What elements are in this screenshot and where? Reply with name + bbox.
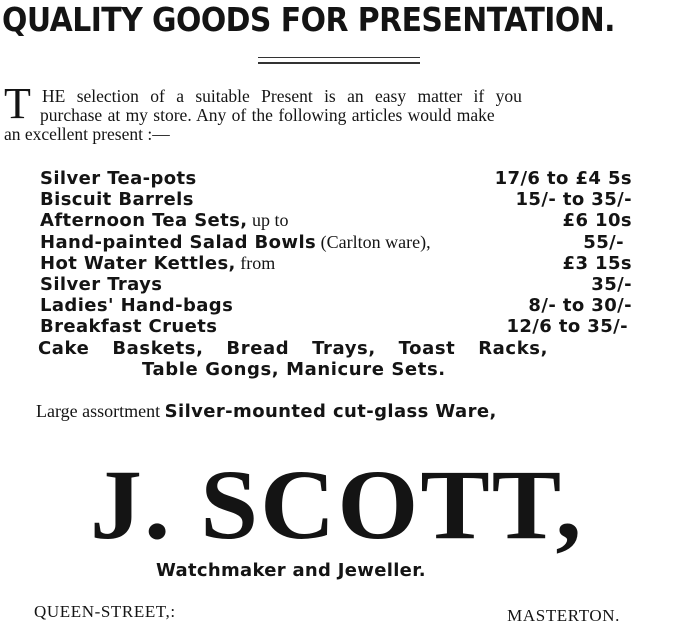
intro-line-1: HE selection of a suitable Present is an easy matter if you — [42, 86, 522, 106]
price-list-item — [40, 253, 632, 274]
price-list-item — [40, 189, 632, 210]
drop-cap: T — [4, 79, 31, 128]
ornamental-rule-bottom — [258, 62, 420, 64]
assortment-bold: Silver-mounted cut-glass Ware, — [164, 401, 497, 422]
item-note: (Carlton ware), — [316, 232, 431, 252]
shop-street: QUEEN-STREET,: — [34, 602, 176, 621]
price-list-item — [40, 210, 632, 231]
item-price: 17/6 to £4 5s — [494, 168, 632, 189]
ornamental-rule-top — [258, 57, 420, 58]
price-list-item — [40, 168, 632, 189]
assortment-line — [36, 400, 497, 423]
item-note: up to — [247, 210, 289, 230]
item-price: £3 15s — [562, 253, 632, 274]
misc-goods-line-2: Table Gongs, Manicure Sets. — [142, 359, 446, 380]
item-name: Hand-painted Salad Bowls (Carlton ware), — [40, 232, 431, 253]
item-name: Breakfast Cruets — [40, 316, 218, 337]
misc-goods-line-1: Cake Baskets, Bread Trays, Toast Racks, — [38, 338, 549, 359]
price-list-item — [40, 316, 632, 337]
item-price: 8/- to 30/- — [528, 295, 632, 316]
intro-line-3: an excellent present :— — [4, 124, 170, 144]
item-name: Silver Tea-pots — [40, 168, 197, 189]
shop-name: J. SCOTT, — [90, 449, 584, 560]
item-price: 12/6 to 35/- — [506, 316, 628, 337]
item-price: 15/- to 35/- — [515, 189, 632, 210]
item-name: Hot Water Kettles, from — [40, 253, 276, 274]
item-price: 55/- — [583, 232, 624, 253]
price-list-item — [40, 295, 632, 316]
headline: QUALITY GOODS FOR PRESENTATION. — [2, 0, 615, 39]
intro-line-2: purchase at my store. Any of the following articles would make — [40, 105, 495, 125]
price-list-item — [40, 232, 632, 253]
assortment-prefix: Large assortment — [36, 401, 165, 421]
item-name: Afternoon Tea Sets, up to — [40, 210, 289, 231]
item-price: £6 10s — [562, 210, 632, 231]
item-name: Silver Trays — [40, 274, 163, 295]
item-name: Ladies' Hand-bags — [40, 295, 234, 316]
item-name: Biscuit Barrels — [40, 189, 194, 210]
shop-town: MASTERTON. — [507, 606, 620, 625]
item-price: 35/- — [591, 274, 632, 295]
shop-trade: Watchmaker and Jeweller. — [156, 560, 426, 581]
price-list-item — [40, 274, 632, 295]
item-note: from — [235, 253, 276, 273]
